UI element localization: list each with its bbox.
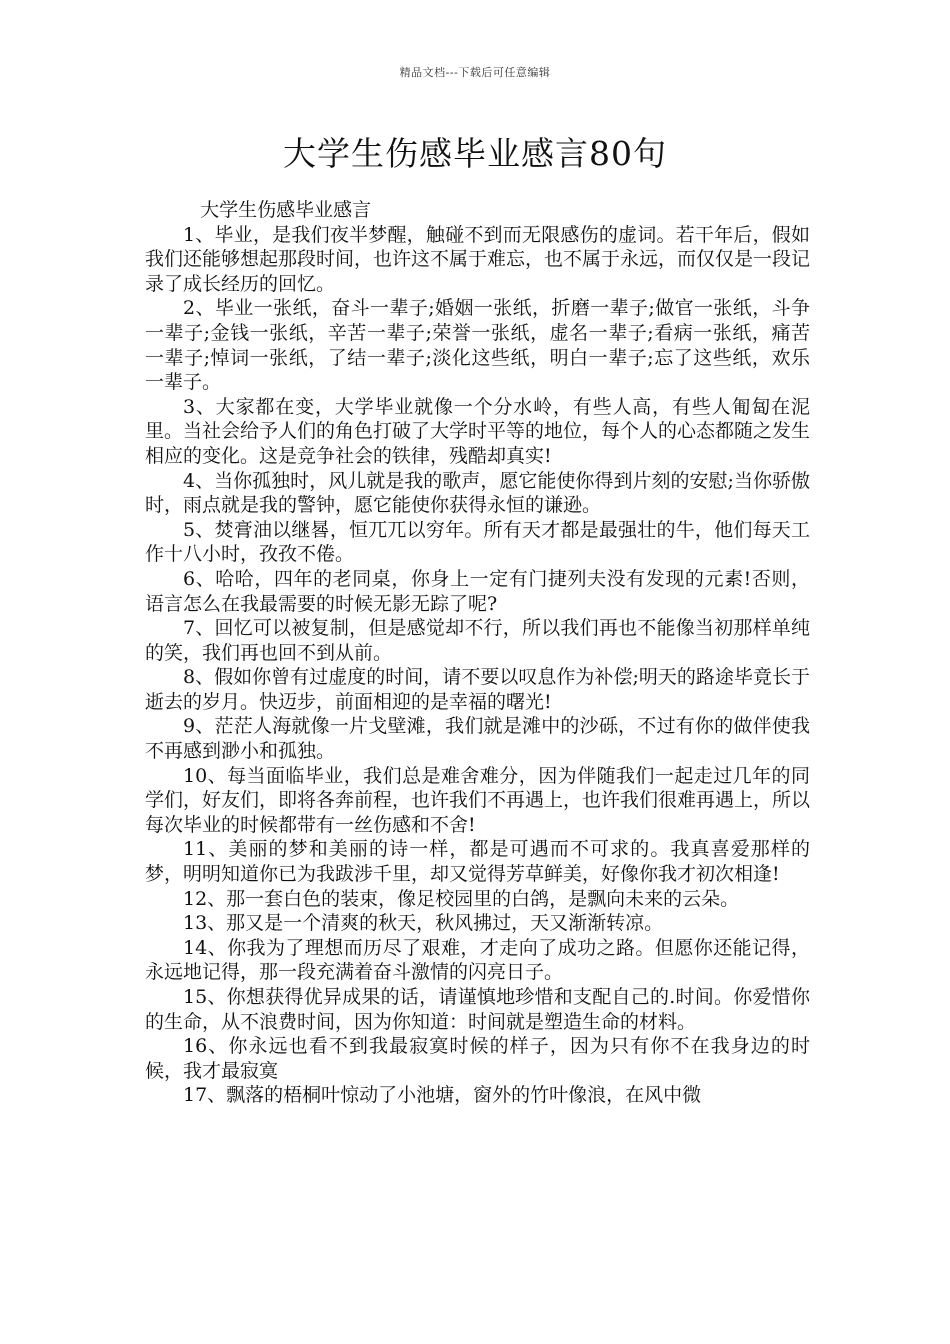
paragraph-2: 2、毕业一张纸，奋斗一辈子;婚姻一张纸，折磨一辈子;做官一张纸，斗争一辈子;金钱一张纸，辛苦一辈子;荣誉一张纸，虚名一辈子;看病一张纸，痛苦一辈子;悼词一张纸，了结一辈子;淡化这些纸，明白一辈子;忘了这些纸，欢乐一辈子。 [145, 297, 810, 394]
paragraph-13: 13、那又是一个清爽的秋天，秋风拂过，天又渐渐转凉。 [183, 912, 664, 935]
paragraph-1: 1、毕业，是我们夜半梦醒，触碰不到而无限感伤的虚词。若干年后，假如我们还能够想起那段时间，也许这不属于难忘，也不属于永远，而仅仅是一段记录了成长经历的回忆。 [145, 223, 811, 295]
paragraph-12: 12、那一套白色的装束，像足校园里的白鸽，是飘向未来的云朵。 [183, 887, 740, 910]
paragraph-17: 17、飘落的梧桐叶惊动了小池塘，窗外的竹叶像浪，在风中微 [183, 1084, 702, 1107]
paragraph-7: 7、回忆可以被复制，但是感觉却不行，所以我们再也不能像当初那样单纯的笑，我们再也回不到从前。 [145, 617, 810, 664]
paragraph-14: 14、你我为了理想而历尽了艰难，才走向了成功之路。但愿你还能记得，永远地记得，那一段充满着奋斗激情的闪亮日子。 [145, 936, 810, 984]
section-subheading: 大学生伤感毕业感言 [200, 199, 372, 221]
paragraph-3: 3、大家都在变，大学毕业就像一个分水岭，有些人高，有些人匍匐在泥里。当社会给予人们的角色打破了大学时平等的地位，每个人的心态都随之发生相应的变化。这是竞争社会的铁律，残酷却真实! [145, 395, 811, 467]
paragraph-5: 5、焚膏油以继晷，恒兀兀以穷年。所有天才都是最强壮的牛，他们每天工作十八小时，孜孜不倦。 [145, 518, 810, 566]
paragraph-16: 16、你永远也看不到我最寂寞时候的样子，因为只有你不在我身边的时候，我才最寂寞 [145, 1035, 810, 1082]
paragraph-10: 10、每当面临毕业，我们总是难舍难分，因为伴随我们一起走过几年的同学们，好友们，即将各奔前程，也许我们不再遇上，也许我们很难再遇上，所以每次毕业的时候都带有一丝伤感和不舍! [145, 764, 811, 836]
document-body [145, 198, 810, 1108]
paragraph-15: 15、你想获得优异成果的话，请谨慎地珍惜和支配自己的.时间。你爱惜你的生命，从不浪费时间，因为你知道：时间就是塑造生命的材料。 [145, 986, 810, 1033]
document-header-note: 精品文档---下载后可任意编辑 [399, 66, 551, 79]
paragraph-11: 11、美丽的梦和美丽的诗一样，都是可遇而不可求的。我真喜爱那样的梦，明明知道你已为我跋涉千里，却又觉得芳草鲜美，好像你我才初次相逢! [145, 838, 810, 886]
paragraph-8: 8、假如你曾有过虚度的时间，请不要以叹息作为补偿;明天的路途毕竟长于逝去的岁月。快迈步，前面相迎的是幸福的曙光! [145, 666, 810, 713]
paragraph-4: 4、当你孤独时，风儿就是我的歌声，愿它能使你得到片刻的安慰;当你骄傲时，雨点就是我的警钟，愿它能使你获得永恒的谦逊。 [145, 469, 810, 517]
paragraph-9: 9、茫茫人海就像一片戈壁滩，我们就是滩中的沙砾，不过有你的做伴使我不再感到渺小和孤独。 [145, 715, 810, 763]
document-title: 大学生伤感毕业感言80句 [283, 134, 667, 173]
paragraph-6: 6、哈哈，四年的老同桌，你身上一定有门捷列夫没有发现的元素!否则，语言怎么在我最需要的时候无影无踪了呢? [145, 567, 810, 615]
